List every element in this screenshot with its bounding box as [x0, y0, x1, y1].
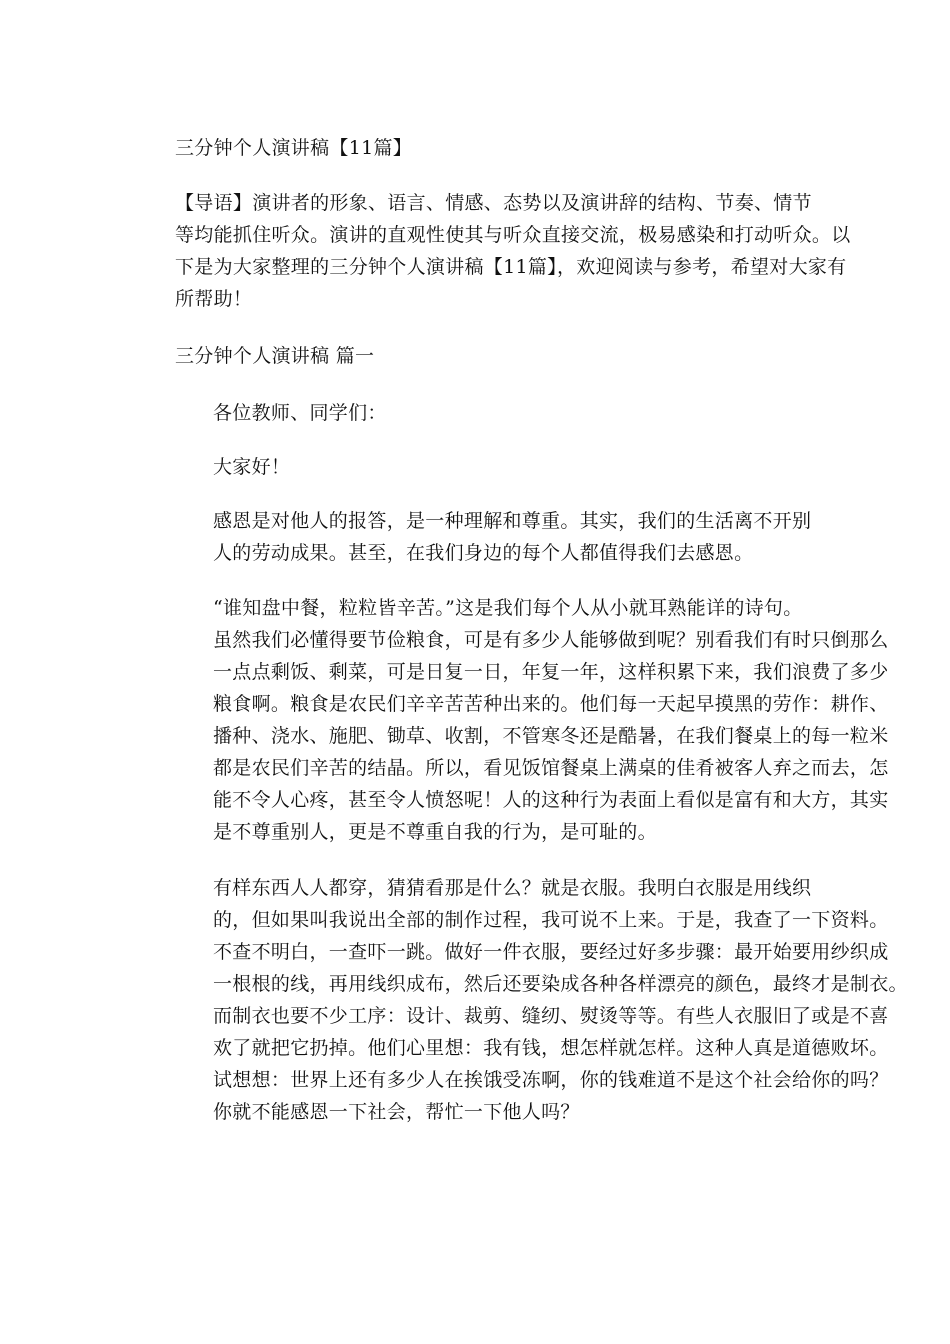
intro-paragraph — [137, 187, 851, 315]
salutation: 各位教师、同学们： — [213, 402, 387, 424]
paragraph-line: 都是农民们辛苦的结晶。所以，看见饭馆餐桌上满桌的佳肴被客人弃之而去，怎 — [213, 757, 889, 779]
paragraph-line: 虽然我们必懂得要节俭粮食，可是有多少人能够做到呢？别看我们有时只倒那么 — [213, 629, 889, 651]
document-title: 三分钟个人演讲稿【11篇】 — [175, 137, 413, 159]
paragraph-line: 而制衣也要不少工序：设计、裁剪、缝纫、熨烫等等。有些人衣服旧了或是不喜 — [213, 1005, 889, 1027]
body-paragraph-3 — [137, 872, 908, 1128]
paragraph-line: 试想想：世界上还有多少人在挨饿受冻啊，你的钱难道不是这个社会给你的吗？ — [213, 1069, 889, 1091]
intro-line: 下是为大家整理的三分钟个人演讲稿【11篇】，欢迎阅读与参考，希望对大家有 — [175, 256, 847, 278]
paragraph-line: 有样东西人人都穿，猜猜看那是什么？就是衣服。我明白衣服是用线织 — [213, 877, 812, 899]
paragraph-line: 播种、浇水、施肥、锄草、收割，不管寒冬还是酷暑，在我们餐桌上的每一粒米 — [213, 725, 889, 747]
paragraph-line: 你就不能感恩一下社会，帮忙一下他人吗？ — [213, 1101, 580, 1123]
paragraph-line: 粮食啊。粮食是农民们辛辛苦苦种出来的。他们每一天起早摸黑的劳作：耕作、 — [213, 693, 889, 715]
paragraph-line: 的，但如果叫我说出全部的制作过程，我可说不上来。于是，我查了一下资料。 — [213, 909, 889, 931]
intro-line: 【导语】演讲者的形象、语言、情感、态势以及演讲辞的结构、节奏、情节 — [175, 192, 812, 214]
greeting: 大家好！ — [213, 456, 291, 478]
paragraph-line: 不查不明白，一查吓一跳。做好一件衣服，要经过好多步骤：最开始要用纱织成 — [213, 941, 889, 963]
paragraph-line: 一根根的线，再用线织成布，然后还要染成各种各样漂亮的颜色，最终才是制衣。 — [213, 973, 908, 995]
section-heading: 三分钟个人演讲稿 篇一 — [175, 345, 375, 367]
body-paragraph-2 — [137, 592, 889, 848]
paragraph-line: 是不尊重别人，更是不尊重自我的行为，是可耻的。 — [213, 821, 657, 843]
paragraph-line: 一点点剩饭、剩菜，可是日复一日，年复一年，这样积累下来，我们浪费了多少 — [213, 661, 889, 683]
paragraph-line: 感恩是对他人的报答，是一种理解和尊重。其实，我们的生活离不开别 — [213, 510, 812, 532]
paragraph-line: “谁知盘中餐，粒粒皆辛苦。”这是我们每个人从小就耳熟能详的诗句。 — [213, 597, 803, 619]
body-paragraph-1 — [137, 505, 812, 569]
intro-line: 所帮助！ — [175, 288, 253, 310]
paragraph-line: 人的劳动成果。甚至，在我们身边的每个人都值得我们去感恩。 — [213, 542, 754, 564]
paragraph-line: 能不令人心疼，甚至令人愤怒呢！人的这种行为表面上看似是富有和大方，其实 — [213, 789, 889, 811]
paragraph-line: 欢了就把它扔掉。他们心里想：我有钱，想怎样就怎样。这种人真是道德败坏。 — [213, 1037, 889, 1059]
intro-line: 等均能抓住听众。演讲的直观性使其与听众直接交流，极易感染和打动听众。以 — [175, 224, 851, 246]
